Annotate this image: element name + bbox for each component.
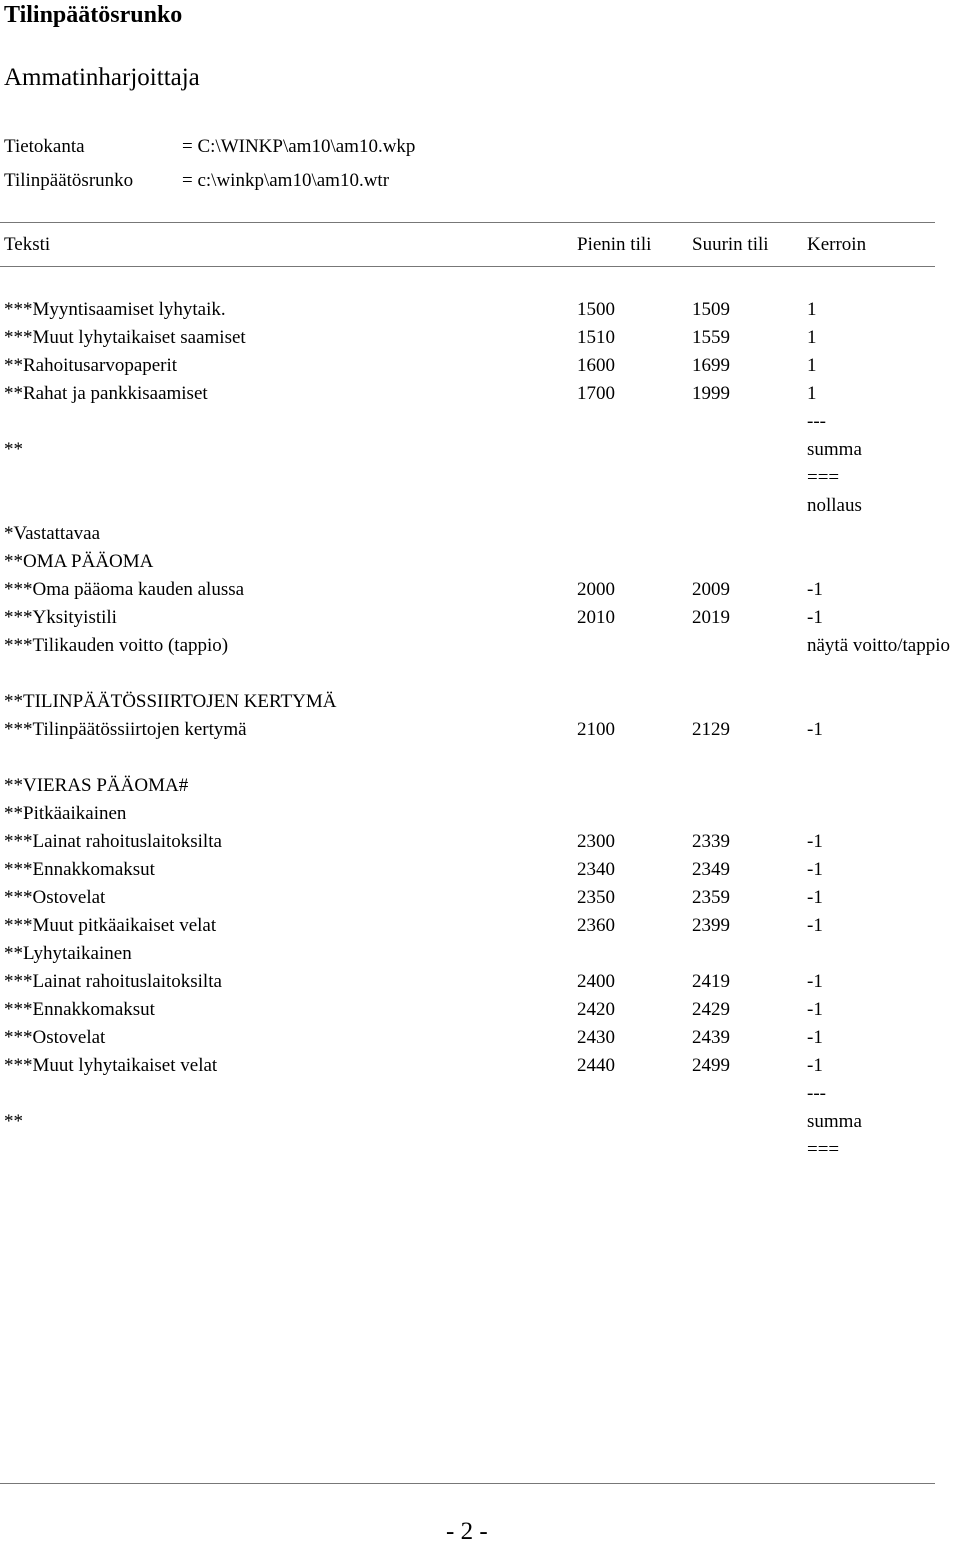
table-cell-k: nollaus: [807, 495, 862, 516]
table-cell-k: -1: [807, 999, 823, 1020]
header-text: Teksti: [4, 234, 51, 255]
table-cell-text: ***Muut lyhytaikaiset velat: [4, 1055, 218, 1076]
table-cell-max: 2339: [692, 831, 730, 852]
table-cell-max: 1509: [692, 299, 730, 320]
table-cell-min: 2430: [577, 1027, 615, 1048]
table-cell-text: ***Lainat rahoituslaitoksilta: [4, 831, 222, 852]
table-cell-min: 1700: [577, 383, 615, 404]
table-cell-max: 2009: [692, 579, 730, 600]
info-value-database: = C:\WINKP\am10\am10.wkp: [182, 136, 416, 157]
table-cell-k: -1: [807, 1027, 823, 1048]
table-cell-min: 2440: [577, 1055, 615, 1076]
table-cell-max: 2349: [692, 859, 730, 880]
table-cell-min: 2350: [577, 887, 615, 908]
table-cell-k: 1: [807, 383, 817, 404]
table-cell-text: *Vastattavaa: [4, 523, 101, 544]
table-cell-max: 2359: [692, 887, 730, 908]
page-title: Tilinpäätösrunko: [4, 2, 183, 28]
table-cell-text: **Pitkäaikainen: [4, 803, 127, 824]
page-number: - 2 -: [446, 1518, 488, 1545]
table-cell-k: -1: [807, 579, 823, 600]
table-cell-min: 1500: [577, 299, 615, 320]
table-cell-text: ***Ostovelat: [4, 1027, 106, 1048]
table-cell-k: -1: [807, 831, 823, 852]
table-cell-max: 2019: [692, 607, 730, 628]
table-cell-text: **Rahoitusarvopaperit: [4, 355, 178, 376]
table-cell-text: **TILINPÄÄTÖSSIIRTOJEN KERTYMÄ: [4, 691, 337, 712]
header-rule-bottom: [0, 266, 935, 267]
header-rule-top: [0, 222, 935, 223]
table-cell-k: ---: [807, 411, 826, 432]
table-cell-max: 1559: [692, 327, 730, 348]
table-cell-k: -1: [807, 859, 823, 880]
table-cell-max: 2499: [692, 1055, 730, 1076]
table-cell-min: 1510: [577, 327, 615, 348]
table-cell-text: ***Ennakkomaksut: [4, 999, 155, 1020]
table-cell-max: 2429: [692, 999, 730, 1020]
table-cell-min: 2420: [577, 999, 615, 1020]
table-cell-text: ***Muut lyhytaikaiset saamiset: [4, 327, 246, 348]
table-cell-k: -1: [807, 971, 823, 992]
table-cell-text: **Rahat ja pankkisaamiset: [4, 383, 208, 404]
table-cell-text: ***Myyntisaamiset lyhytaik.: [4, 299, 226, 320]
info-label-framework: Tilinpäätösrunko: [4, 170, 134, 191]
table-cell-min: 2100: [577, 719, 615, 740]
table-cell-min: 2300: [577, 831, 615, 852]
table-cell-text: **: [4, 1111, 23, 1132]
header-min-account: Pienin tili: [577, 234, 652, 255]
table-cell-max: 1699: [692, 355, 730, 376]
table-cell-k: -1: [807, 719, 823, 740]
table-cell-k: -1: [807, 915, 823, 936]
table-cell-text: ***Lainat rahoituslaitoksilta: [4, 971, 222, 992]
table-cell-k: näytä voitto/tappio: [807, 635, 951, 656]
table-cell-k: summa: [807, 439, 862, 460]
info-label-database: Tietokanta: [4, 136, 85, 157]
table-cell-k: -1: [807, 887, 823, 908]
table-cell-text: ***Oma pääoma kauden alussa: [4, 579, 245, 600]
table-cell-min: 2000: [577, 579, 615, 600]
table-cell-max: 2399: [692, 915, 730, 936]
table-cell-text: **VIERAS PÄÄOMA#: [4, 775, 189, 796]
table-cell-max: 1999: [692, 383, 730, 404]
table-cell-max: 2439: [692, 1027, 730, 1048]
table-cell-min: 1600: [577, 355, 615, 376]
table-cell-text: ***Muut pitkäaikaiset velat: [4, 915, 217, 936]
table-cell-k: -1: [807, 1055, 823, 1076]
table-cell-k: 1: [807, 299, 817, 320]
table-cell-text: ***Ennakkomaksut: [4, 859, 155, 880]
table-cell-k: summa: [807, 1111, 862, 1132]
table-cell-min: 2400: [577, 971, 615, 992]
table-cell-k: -1: [807, 607, 823, 628]
table-cell-k: 1: [807, 355, 817, 376]
table-cell-text: ***Ostovelat: [4, 887, 106, 908]
table-cell-text: **: [4, 439, 23, 460]
table-cell-max: 2419: [692, 971, 730, 992]
table-cell-k: ===: [807, 1139, 840, 1160]
table-cell-text: **OMA PÄÄOMA: [4, 551, 154, 572]
table-cell-k: ===: [807, 467, 840, 488]
table-cell-text: ***Yksityistili: [4, 607, 117, 628]
table-cell-min: 2340: [577, 859, 615, 880]
header-max-account: Suurin tili: [692, 234, 769, 255]
table-cell-text: ***Tilikauden voitto (tappio): [4, 635, 229, 656]
table-cell-min: 2360: [577, 915, 615, 936]
table-cell-text: ***Tilinpäätössiirtojen kertymä: [4, 719, 247, 740]
page-subtitle: Ammatinharjoittaja: [4, 64, 200, 91]
header-multiplier: Kerroin: [807, 234, 867, 255]
table-cell-max: 2129: [692, 719, 730, 740]
table-cell-text: **Lyhytaikainen: [4, 943, 132, 964]
info-value-framework: = c:\winkp\am10\am10.wtr: [182, 170, 390, 191]
footer-rule: [0, 1483, 935, 1484]
table-cell-min: 2010: [577, 607, 615, 628]
table-cell-k: ---: [807, 1083, 826, 1104]
table-cell-k: 1: [807, 327, 817, 348]
